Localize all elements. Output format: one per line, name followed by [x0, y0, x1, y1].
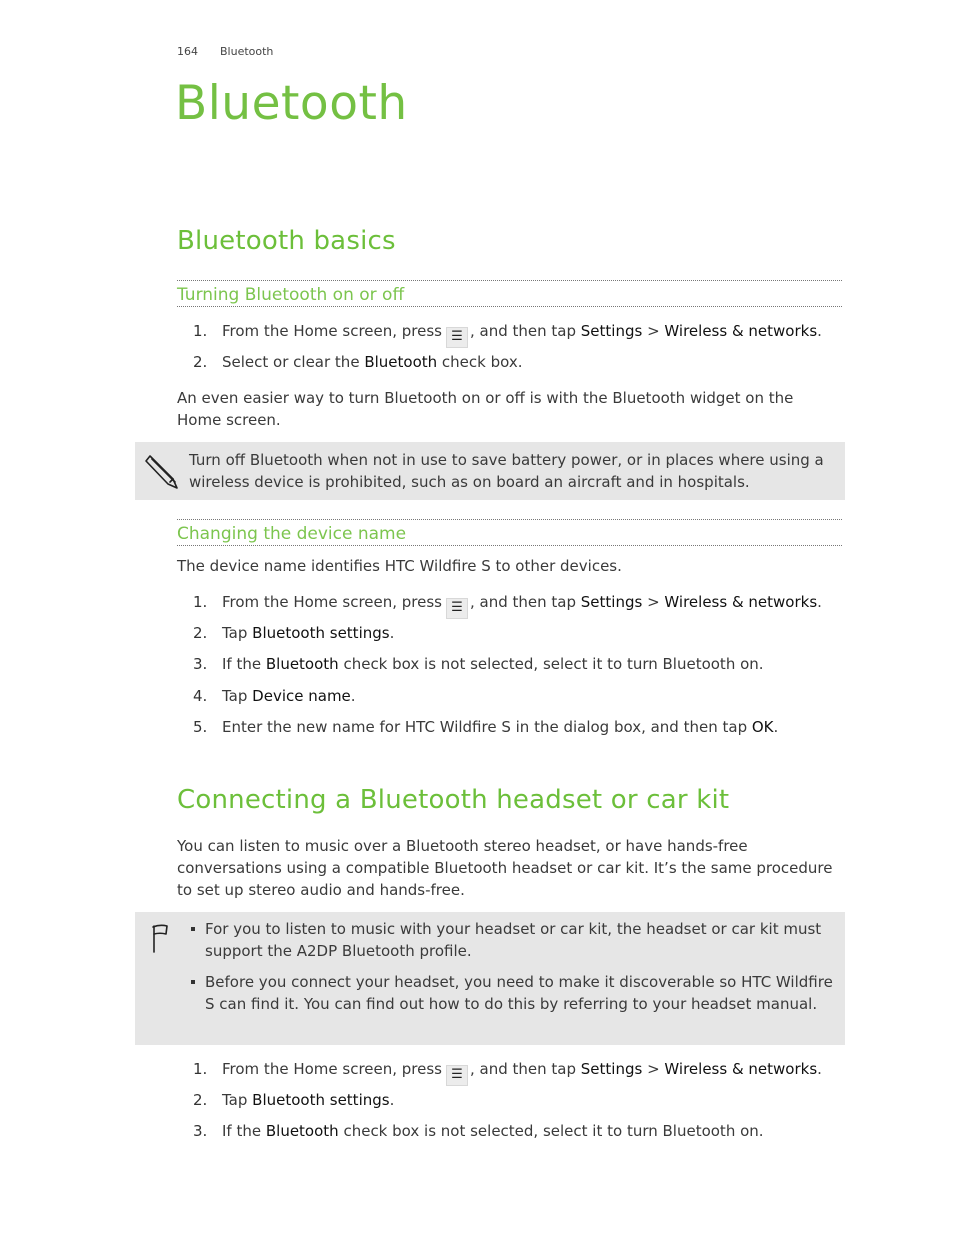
list-item: Before you connect your headset, you need to make it discoverable so HTC Wildfire S can find it. You can find out how to do this by referring to your headset manual. — [189, 971, 834, 1015]
note-box — [135, 442, 845, 500]
pencil-icon — [143, 450, 183, 490]
menu-key-icon: ☰ — [446, 327, 468, 348]
step-item: 2. Tap Bluetooth settings. — [193, 1091, 395, 1109]
subsection-title-turning-on-off: Turning Bluetooth on or off — [177, 280, 842, 307]
running-title: Bluetooth — [220, 45, 274, 58]
subsection-title-device-name: Changing the device name — [177, 519, 842, 546]
step-item: 3. If the Bluetooth check box is not selected, select it to turn Bluetooth on. — [193, 655, 764, 673]
body-paragraph: You can listen to music over a Bluetooth stereo headset, or have hands-free conversations using a compatible Bluetooth headset or car kit. It’s the same procedure to set up stereo audio and hands-free. — [177, 837, 833, 899]
list-item: For you to listen to music with your headset or car kit, the headset or car kit must support the A2DP Bluetooth profile. — [189, 918, 834, 962]
page-number: 164 — [177, 45, 198, 58]
step-item: 2. Tap Bluetooth settings. — [193, 624, 395, 642]
step-item: 3. If the Bluetooth check box is not selected, select it to turn Bluetooth on. — [193, 1122, 764, 1140]
body-paragraph: The device name identifies HTC Wildfire S to other devices. — [177, 557, 622, 575]
tip-list — [189, 918, 834, 1024]
step-item: 5. Enter the new name for HTC Wildfire S in the dialog box, and then tap OK. — [193, 718, 779, 736]
section-title-bluetooth-basics: Bluetooth basics — [177, 226, 396, 256]
step-item: 1. From the Home screen, press ☰ , and then tap Settings > Wireless & networks. — [193, 320, 853, 348]
flag-icon — [145, 920, 179, 960]
step-item: 2. Select or clear the Bluetooth check box. — [193, 353, 523, 371]
running-header — [177, 45, 295, 58]
tip-box — [135, 912, 845, 1045]
menu-key-icon: ☰ — [446, 1065, 468, 1086]
step-item: 1. From the Home screen, press ☰ , and then tap Settings > Wireless & networks. — [193, 591, 853, 619]
step-item: 1. From the Home screen, press ☰ , and then tap Settings > Wireless & networks. — [193, 1058, 853, 1086]
step-item: 4. Tap Device name. — [193, 687, 356, 705]
body-paragraph: An even easier way to turn Bluetooth on or off is with the Bluetooth widget on the Home screen. — [177, 389, 794, 429]
note-text: Turn off Bluetooth when not in use to save battery power, or in places where using a wireless device is prohibited, such as on board an aircraft and in hospitals. — [189, 451, 824, 491]
section-title-headset-car-kit: Connecting a Bluetooth headset or car kit — [177, 785, 730, 815]
menu-key-icon: ☰ — [446, 598, 468, 619]
chapter-title: Bluetooth — [175, 76, 408, 131]
